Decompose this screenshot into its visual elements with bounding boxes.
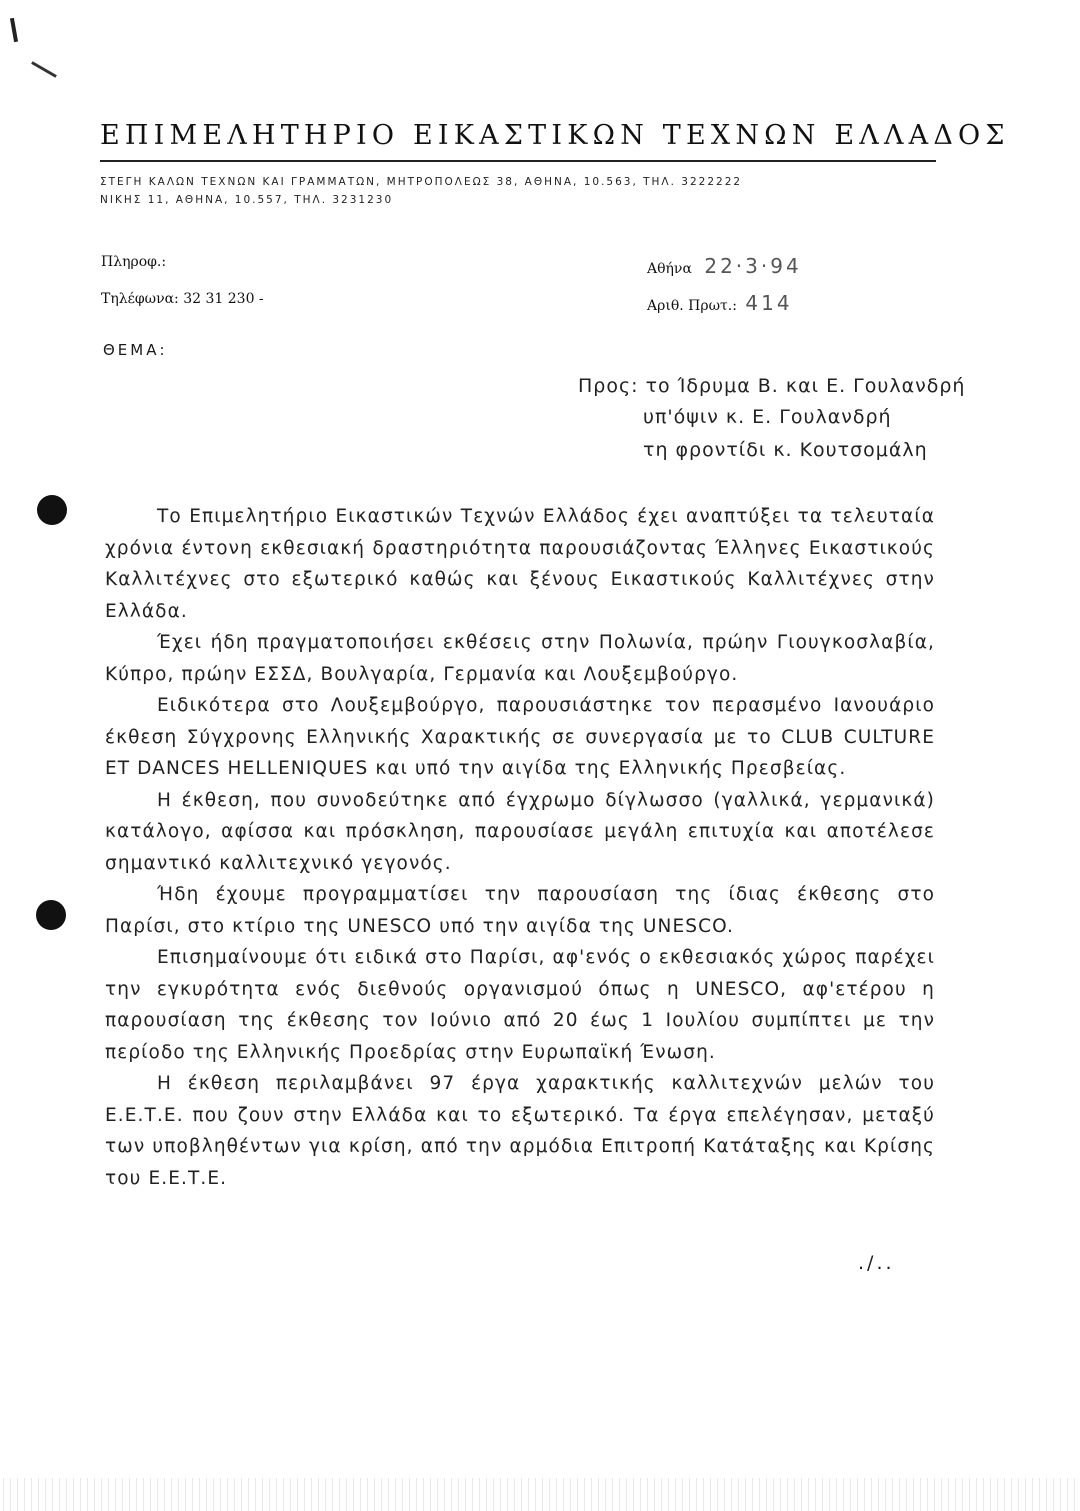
recipient-label: Προς:: [578, 375, 639, 397]
scan-edge-noise: [0, 1478, 1080, 1511]
continuation-mark: ./..: [858, 1252, 895, 1274]
protocol-label: Αριθ. Πρωτ.:: [647, 298, 737, 314]
paragraph-2: Έχει ήδη πραγματοποιήσει εκθέσεις στην Πολωνία, πρώην Γιουγκοσλαβία, Κύπρο, πρώην ΕΣΣΔ, Βουλγαρία, Γερμανία και Λουξεμβούργο.: [105, 632, 935, 685]
date-row: [647, 254, 802, 278]
punch-hole-top: [37, 495, 67, 525]
address-line-1: ΣΤΕΓΗ ΚΑΛΩΝ ΤΕΧΝΩΝ ΚΑΙ ΓΡΑΜΜΑΤΩΝ, ΜΗΤΡΟΠΟΛΕΩΣ 38, ΑΘΗΝΑ, 10.563, ΤΗΛ. 3222222: [100, 176, 743, 188]
subject-label: ΘΕΜΑ:: [103, 341, 168, 359]
handwritten-protocol-number: 414: [745, 291, 793, 315]
recipient-line-2: υπ'όψιν κ. Ε. Γουλανδρή: [643, 406, 892, 428]
paragraph-5: Ήδη έχουμε προγραμματίσει την παρουσίαση της ίδιας έκθεσης στο Παρίσι, στο κτίριο της UNESCO υπό την αιγίδα της UNESCO.: [105, 884, 935, 937]
handwritten-date: 22·3·94: [704, 254, 802, 278]
letter-body: [105, 501, 935, 1194]
protocol-row: [647, 291, 793, 315]
phone-value: 32 31 230 -: [183, 291, 264, 307]
info-label: Πληροφ.:: [101, 254, 167, 270]
recipient-line-3: τη φροντίδι κ. Κουτσομάλη: [643, 439, 928, 461]
paragraph-7: Η έκθεση περιλαμβάνει 97 έργα χαρακτικής καλλιτεχνών μελών του Ε.Ε.Τ.Ε. που ζουν στην Ελλάδα και το εξωτερικό. Τα έργα επελέγησαν, μεταξύ των υποβληθέντων για κρίση, από την αρμόδια Επιτροπή Κατάταξης και Κρίσης του Ε.Ε.Τ.Ε.: [105, 1073, 935, 1189]
address-line-2: ΝΙΚΗΣ 11, ΑΘΗΝΑ, 10.557, ΤΗΛ. 3231230: [100, 194, 394, 206]
paragraph-4: Η έκθεση, που συνοδεύτηκε από έγχρωμο δίγλωσσο (γαλλικά, γερμανικά) κατάλογο, αφίσσα και πρόσκληση, παρουσίασε μεγάλη επιτυχία και αποτέλεσε σημαντικό καλλιτεχνικό γεγονός.: [105, 789, 935, 874]
scan-mark-top-left: [10, 18, 18, 42]
paragraph-1: Το Επιμελητήριο Εικαστικών Τεχνών Ελλάδος έχει αναπτύξει τα τελευταία χρόνια έντονη εκθεσιακή δραστηριότητα παρουσιάζοντας Έλληνες Εικαστικούς Καλλιτέχνες στο εξωτερικό καθώς και ξένους Εικαστικούς Καλλιτέχνες στην Ελλάδα.: [105, 506, 935, 622]
recipient-line-1: [578, 375, 965, 397]
punch-hole-bottom: [36, 900, 66, 930]
paragraph-6: Επισημαίνουμε ότι ειδικά στο Παρίσι, αφ'ενός ο εκθεσιακός χώρος παρέχει την εγκυρότητα ενός διεθνούς οργανισμού όπως η UNESCO, αφ'ετέρου η παρουσίαση της έκθεσης τον Ιούνιο από 20 έως 1 Ιουλίου συμπίπτει με την περίοδο της Ελληνικής Προεδρίας στην Ευρωπαϊκή Ένωση.: [105, 947, 935, 1063]
scan-mark-arrow: [31, 61, 57, 78]
phone-row: [101, 291, 264, 307]
recipient-name: το Ίδρυμα Β. και Ε. Γουλανδρή: [645, 375, 966, 397]
phone-label: Τηλέφωνα:: [101, 291, 179, 307]
city-label: Αθήνα: [647, 261, 692, 277]
organization-title: ΕΠΙΜΕΛΗΤΗΡΙΟ ΕΙΚΑΣΤΙΚΩΝ ΤΕΧΝΩΝ ΕΛΛΑΔΟΣ: [100, 120, 1010, 151]
letterhead-divider: [100, 160, 936, 162]
paragraph-3: Ειδικότερα στο Λουξεμβούργο, παρουσιάστηκε τον περασμένο Ιανουάριο έκθεση Σύγχρονης Ελληνικής Χαρακτικής σε συνεργασία με το CLUB CULTURE ET DANCES HELLENIQUES και υπό την αιγίδα της Ελληνικής Πρεσβείας.: [105, 695, 935, 779]
